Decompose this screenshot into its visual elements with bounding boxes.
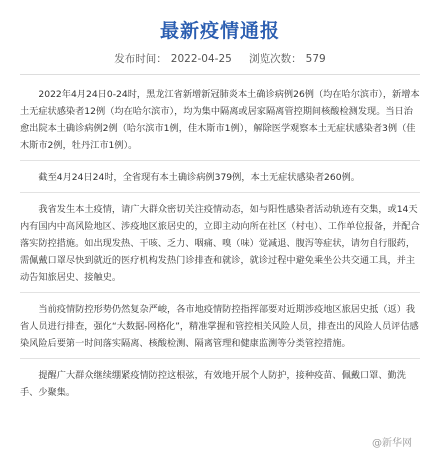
- header-divider: [20, 74, 420, 75]
- view-count-label: 浏览次数：: [249, 53, 302, 65]
- article-body: [20, 86, 420, 405]
- paragraph-1: 2022年4月24日0-24时，黑龙江省新增新冠肺炎本土确诊病例26例（均在哈尔滨市），新增本土无症状感染者12例（均在哈尔滨市），均为集中隔离或居家隔离管控期间核酸检测发现。当日治愈出院本土确诊病例2例（哈尔滨市1例，佳木斯市1例），解除医学观察本土无症状感染者3例（佳木斯市2例，牡丹江市1例）。: [20, 89, 420, 151]
- watermark: @新华网: [372, 438, 412, 449]
- paragraph-divider: [20, 160, 420, 161]
- publish-date-label: 发布时间：: [114, 53, 167, 65]
- article-meta: [0, 51, 440, 66]
- paragraph-5: 提醒广大群众继续绷紧疫情防控这根弦，有效地开展个人防护，接种疫苗、佩戴口罩、勤洗手、少聚集。: [20, 370, 406, 398]
- page-title: 最新疫情通报: [159, 20, 280, 42]
- paragraph-divider: [20, 358, 420, 359]
- paragraph-2: 截至4月24日24时，全省现有本土确诊病例379例，本土无症状感染者260例。: [38, 172, 360, 183]
- paragraph-4: 当前疫情防控形势仍然复杂严峻，各市地疫情防控指挥部要对近期涉疫地区旅居史抵（返）我省人员进行排查，强化“大数据-网格化”，精准掌握和管控相关风险人员，排查出的风险人员评估感染风险后要第一时间落实隔离、核酸检测、隔离管理和健康监测等分类管控措施。: [20, 304, 419, 349]
- publish-date: 2022-04-25: [170, 53, 232, 65]
- paragraph-divider: [20, 192, 420, 193]
- view-count: 579: [305, 53, 326, 65]
- paragraph-3: 我省发生本土疫情，请广大群众密切关注疫情动态，如与阳性感染者活动轨迹有交集，或14天内有国内中高风险地区、涉疫地区旅居史的，立即主动向所在社区（村屯）、工作单位报备，并配合落实防控措施。如出现发热、干咳、乏力、咽痛、嗅（味）觉减退、腹泻等症状，请勿自行服药，需佩戴口罩尽快到就近的医疗机构发热门诊排查和就诊，就诊过程中避免乘坐公共交通工具，并主动告知旅居史、接触史。: [20, 204, 420, 283]
- paragraph-divider: [20, 292, 420, 293]
